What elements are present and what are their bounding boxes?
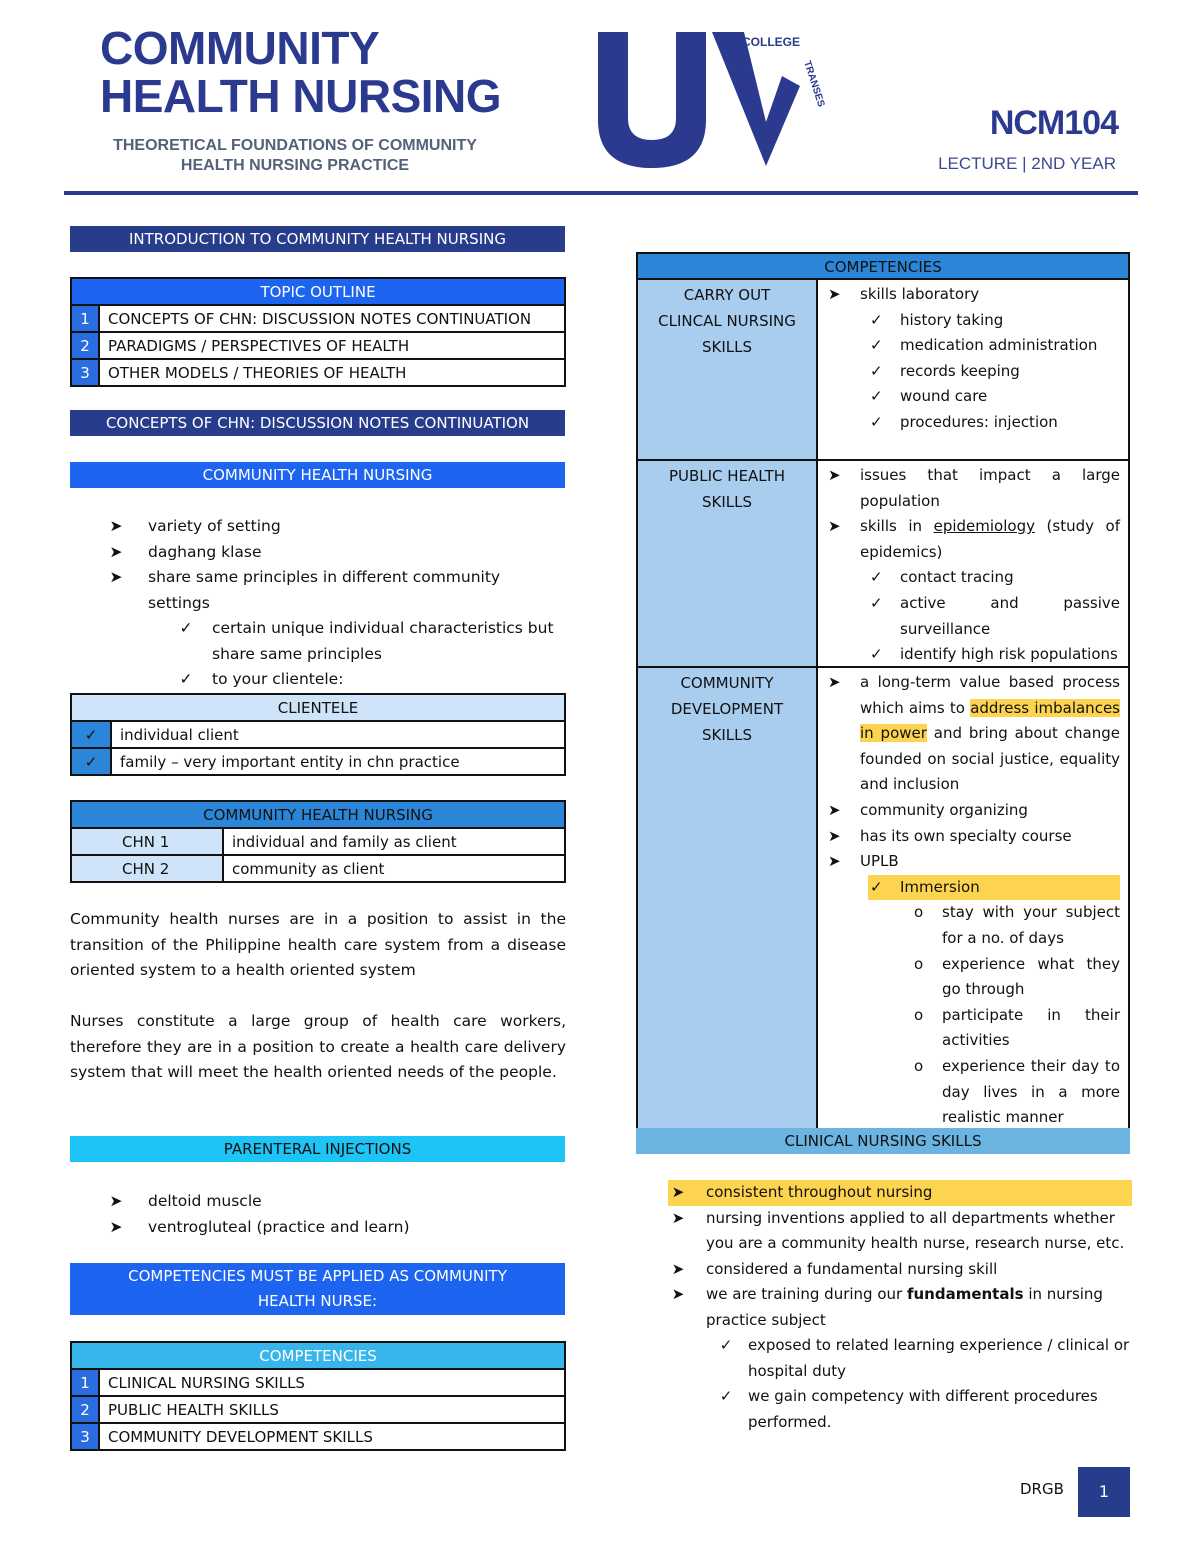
arrow-bullet-icon: ➤ bbox=[828, 826, 841, 845]
row-number: 3 bbox=[71, 1423, 99, 1450]
bullet-text: UPLB bbox=[860, 852, 899, 871]
label-line: COMMUNITY bbox=[680, 674, 774, 692]
parenteral-bar: PARENTERAL INJECTIONS bbox=[70, 1136, 565, 1162]
bullet-text: (study of epidemics) bbox=[860, 517, 1121, 561]
list-item bbox=[828, 282, 1120, 308]
bullet-text: exposed to related learning experience / clinical or hospital duty bbox=[748, 1336, 1130, 1380]
row-text: individual and family as client bbox=[223, 828, 565, 855]
list-item bbox=[828, 849, 1120, 875]
list-item bbox=[828, 591, 1120, 642]
competencies-table bbox=[70, 1341, 566, 1451]
bullet-text: in nursing practice subject bbox=[706, 1285, 1103, 1329]
table-row bbox=[71, 359, 565, 386]
label-line: SKILLS bbox=[701, 726, 753, 744]
title-line-2: HEALTH NURSING bbox=[100, 70, 502, 122]
row-label: CHN 2 bbox=[71, 855, 223, 882]
check-icon: ✓ bbox=[870, 568, 883, 587]
bullet-text: consistent throughout nursing bbox=[706, 1183, 933, 1201]
arrow-bullet-icon: ➤ bbox=[671, 1259, 685, 1278]
list-item-continued bbox=[106, 642, 566, 668]
row-number: 2 bbox=[71, 1396, 99, 1423]
check-icon: ✓ bbox=[870, 336, 883, 355]
arrow-bullet-icon: ➤ bbox=[109, 517, 123, 535]
bullet-text: experience what they go through bbox=[942, 954, 1120, 999]
bullet-text: we are training during our bbox=[706, 1285, 907, 1303]
label-line: CARRY OUT bbox=[683, 286, 771, 304]
row-label bbox=[638, 668, 818, 1129]
arrow-bullet-icon: ➤ bbox=[109, 1192, 123, 1210]
list-item bbox=[868, 875, 1120, 901]
list-item bbox=[828, 1003, 1120, 1054]
bullet-text: contact tracing bbox=[900, 568, 1014, 587]
list-item bbox=[828, 565, 1120, 591]
arrow-bullet-icon: ➤ bbox=[109, 542, 123, 561]
list-item bbox=[668, 1333, 1132, 1384]
label-line: DEVELOPMENT bbox=[670, 700, 784, 718]
label-line: CLINCAL NURSING bbox=[658, 312, 796, 330]
arrow-bullet-icon: ➤ bbox=[671, 1183, 685, 1201]
row-text: individual client bbox=[111, 721, 565, 748]
row-label bbox=[638, 280, 818, 459]
bullet-text: to your clientele: bbox=[212, 670, 344, 688]
bullet-text: certain unique individual characteristics but bbox=[212, 619, 554, 637]
arrow-bullet-icon: ➤ bbox=[828, 517, 841, 536]
highlighted-text: address imbalances in power bbox=[860, 698, 1120, 743]
list-item bbox=[828, 410, 1120, 436]
page-number: 1 bbox=[1078, 1467, 1130, 1517]
list-item bbox=[828, 384, 1120, 410]
label-line: PUBLIC HEALTH bbox=[668, 467, 786, 485]
list-item bbox=[828, 333, 1120, 359]
list-item bbox=[106, 1215, 566, 1241]
list-item bbox=[828, 798, 1120, 824]
competencies-bar-line-1: COMPETENCIES MUST BE APPLIED AS COMMUNITY bbox=[128, 1267, 507, 1285]
bullet-text: community organizing bbox=[860, 800, 1028, 819]
list-item bbox=[828, 824, 1120, 850]
row-text: PARADIGMS / PERSPECTIVES OF HEALTH bbox=[99, 332, 565, 359]
arrow-bullet-icon: ➤ bbox=[828, 285, 841, 303]
check-icon: ✓ bbox=[719, 1387, 733, 1405]
bullet-text: stay with your subject for a no. of days bbox=[942, 903, 1120, 947]
competencies-header: COMPETENCIES bbox=[71, 1342, 565, 1369]
table-row bbox=[71, 748, 565, 775]
list-item bbox=[828, 952, 1120, 1003]
header-rule bbox=[64, 191, 1138, 195]
parenteral-list bbox=[106, 1189, 566, 1240]
bullet-text: nursing inventions applied to all departments whether you are a community health nurse, research nurse, etc. bbox=[706, 1208, 1125, 1252]
bullet-text: has its own specialty course bbox=[860, 826, 1072, 845]
bullet-text: records keeping bbox=[900, 361, 1020, 380]
arrow-bullet-icon: ➤ bbox=[828, 852, 841, 871]
check-icon: ✓ bbox=[870, 877, 883, 896]
table-row bbox=[638, 280, 1128, 461]
competencies-detail-table bbox=[636, 252, 1130, 1131]
bullet-text: history taking bbox=[900, 310, 1004, 329]
competencies-detail-header: COMPETENCIES bbox=[638, 254, 1128, 280]
uv-logo bbox=[596, 26, 827, 168]
bullet-text: variety of setting bbox=[148, 517, 281, 535]
table-row bbox=[638, 461, 1128, 668]
bullet-text: skills in bbox=[860, 517, 934, 536]
row-number: 1 bbox=[71, 305, 99, 332]
competencies-bar-line-2: HEALTH NURSE: bbox=[257, 1292, 378, 1310]
list-item bbox=[828, 900, 1120, 951]
arrow-bullet-icon: ➤ bbox=[109, 1217, 123, 1236]
row-number: 3 bbox=[71, 359, 99, 386]
check-icon: ✓ bbox=[870, 412, 883, 431]
row-text: family – very important entity in chn practice bbox=[111, 748, 565, 775]
label-line: SKILLS bbox=[701, 493, 753, 511]
row-text: community as client bbox=[223, 855, 565, 882]
circle-bullet-icon: o bbox=[914, 954, 924, 973]
chn-bullet-list bbox=[106, 514, 566, 693]
arrow-bullet-icon: ➤ bbox=[828, 466, 841, 484]
logo-transes: TRANSES bbox=[801, 59, 827, 109]
topic-outline-header: TOPIC OUTLINE bbox=[71, 278, 565, 305]
check-icon: ✓ bbox=[870, 387, 883, 406]
bullet-text: active and passive surveillance bbox=[900, 593, 1120, 638]
list-item bbox=[106, 514, 566, 540]
list-item bbox=[828, 514, 1120, 565]
table-row bbox=[71, 855, 565, 882]
chn-bar: COMMUNITY HEALTH NURSING bbox=[70, 462, 565, 488]
arrow-bullet-icon: ➤ bbox=[671, 1208, 685, 1227]
circle-bullet-icon: o bbox=[914, 1005, 924, 1024]
row-label: CHN 1 bbox=[71, 828, 223, 855]
bullet-text: considered a fundamental nursing skill bbox=[706, 1259, 998, 1278]
row-text: CLINICAL NURSING SKILLS bbox=[99, 1369, 565, 1396]
bullet-text: and bring about change founded on social justice, equality and inclusion bbox=[860, 724, 1120, 794]
bullet-text: a long-term value based process which aims to bbox=[860, 673, 1120, 717]
bullet-text: experience their day to day lives in a more realistic manner bbox=[942, 1056, 1120, 1127]
chn-levels-header: COMMUNITY HEALTH NURSING bbox=[71, 801, 565, 828]
row-content bbox=[818, 461, 1128, 666]
check-icon: ✓ bbox=[870, 645, 883, 664]
bullet-text: wound care bbox=[900, 387, 988, 406]
document-subtitle bbox=[90, 136, 500, 176]
list-item bbox=[106, 1189, 566, 1215]
list-item bbox=[828, 670, 1120, 798]
subtitle-line-1: THEORETICAL FOUNDATIONS OF COMMUNITY bbox=[113, 137, 477, 154]
check-icon: ✓ bbox=[870, 593, 883, 612]
bullet-text: daghang klase bbox=[148, 542, 262, 561]
bold-term: fundamentals bbox=[906, 1285, 1024, 1303]
check-icon: ✓ bbox=[870, 310, 883, 329]
row-label bbox=[638, 461, 818, 666]
check-icon: ✓ bbox=[71, 748, 111, 775]
row-text: PUBLIC HEALTH SKILLS bbox=[99, 1396, 565, 1423]
subtitle-line-2: HEALTH NURSING PRACTICE bbox=[180, 157, 410, 174]
bullet-text: we gain competency with different procedures performed. bbox=[748, 1387, 1098, 1431]
list-item bbox=[106, 565, 566, 616]
concepts-bar: CONCEPTS OF CHN: DISCUSSION NOTES CONTINUATION bbox=[70, 410, 565, 436]
list-item bbox=[668, 1384, 1132, 1435]
check-icon: ✓ bbox=[71, 721, 111, 748]
arrow-bullet-icon: ➤ bbox=[671, 1285, 685, 1303]
intro-bar: INTRODUCTION TO COMMUNITY HEALTH NURSING bbox=[70, 226, 565, 252]
list-item bbox=[828, 308, 1120, 334]
bullet-text: deltoid muscle bbox=[148, 1192, 262, 1210]
bullet-text: issues that impact a large population bbox=[860, 466, 1120, 510]
check-icon: ✓ bbox=[719, 1336, 733, 1354]
course-level: LECTURE | 2ND YEAR bbox=[938, 154, 1116, 173]
logo-college: COLLEGE bbox=[742, 35, 801, 49]
document-title bbox=[100, 24, 520, 120]
list-item bbox=[828, 642, 1120, 668]
clientele-table bbox=[70, 693, 566, 776]
row-text: OTHER MODELS / THEORIES OF HEALTH bbox=[99, 359, 565, 386]
list-item bbox=[668, 1257, 1132, 1283]
table-row bbox=[71, 1423, 565, 1450]
clinical-skills-bar: CLINICAL NURSING SKILLS bbox=[636, 1128, 1130, 1154]
table-row bbox=[71, 1369, 565, 1396]
list-item bbox=[828, 463, 1120, 514]
bullet-text: skills laboratory bbox=[860, 285, 980, 303]
course-code: NCM104 bbox=[989, 104, 1118, 142]
competencies-bar bbox=[70, 1263, 565, 1315]
bullet-text: medication administration bbox=[900, 336, 1098, 355]
row-content bbox=[818, 280, 1128, 459]
table-row bbox=[638, 668, 1128, 1129]
logo-u bbox=[598, 32, 706, 168]
check-icon: ✓ bbox=[870, 361, 883, 380]
arrow-bullet-icon: ➤ bbox=[109, 568, 123, 586]
row-number: 2 bbox=[71, 332, 99, 359]
bullet-text: Immersion bbox=[900, 877, 980, 896]
table-row bbox=[71, 1396, 565, 1423]
bullet-text: share same principles in different community settings bbox=[148, 568, 501, 612]
chn-levels-table bbox=[70, 800, 566, 883]
underlined-term: epidemiology bbox=[933, 517, 1035, 536]
list-item bbox=[106, 540, 566, 566]
table-row bbox=[71, 721, 565, 748]
bullet-text: share same principles bbox=[212, 644, 382, 663]
title-line-1: COMMUNITY bbox=[100, 22, 380, 74]
check-icon: ✓ bbox=[179, 670, 193, 688]
paragraph-2: Nurses constitute a large group of health care workers, therefore they are in a position to create a health care delivery system that will meet the health oriented needs of the people. bbox=[70, 1012, 566, 1081]
table-row bbox=[71, 332, 565, 359]
list-item bbox=[668, 1206, 1132, 1257]
topic-outline-table bbox=[70, 277, 566, 387]
list-item bbox=[106, 616, 566, 642]
circle-bullet-icon: o bbox=[914, 903, 924, 922]
row-number: 1 bbox=[71, 1369, 99, 1396]
check-icon: ✓ bbox=[179, 619, 193, 637]
clinical-skills-list bbox=[668, 1180, 1132, 1435]
list-item bbox=[668, 1180, 1132, 1206]
row-text: COMMUNITY DEVELOPMENT SKILLS bbox=[99, 1423, 565, 1450]
list-item bbox=[828, 1054, 1120, 1131]
arrow-bullet-icon: ➤ bbox=[828, 673, 841, 691]
list-item bbox=[106, 667, 566, 693]
list-item bbox=[668, 1282, 1132, 1333]
logo-v bbox=[712, 32, 800, 166]
footer-author: DRGB bbox=[1020, 1480, 1064, 1498]
clientele-header: CLIENTELE bbox=[71, 694, 565, 721]
bullet-text: ventrogluteal (practice and learn) bbox=[148, 1217, 410, 1236]
arrow-bullet-icon: ➤ bbox=[828, 800, 841, 819]
bullet-text: participate in their activities bbox=[942, 1005, 1120, 1050]
bullet-text: identify high risk populations bbox=[900, 645, 1118, 664]
row-text: CONCEPTS OF CHN: DISCUSSION NOTES CONTINUATION bbox=[99, 305, 565, 332]
table-row bbox=[71, 305, 565, 332]
bullet-text: procedures: injection bbox=[900, 412, 1058, 431]
list-item bbox=[828, 359, 1120, 385]
label-line: SKILLS bbox=[701, 338, 753, 356]
row-content bbox=[818, 668, 1128, 1129]
circle-bullet-icon: o bbox=[914, 1056, 924, 1075]
paragraph-1: Community health nurses are in a position to assist in the transition of the Philippine health care system from a disease oriented system to a health oriented system bbox=[70, 910, 566, 979]
table-row bbox=[71, 828, 565, 855]
